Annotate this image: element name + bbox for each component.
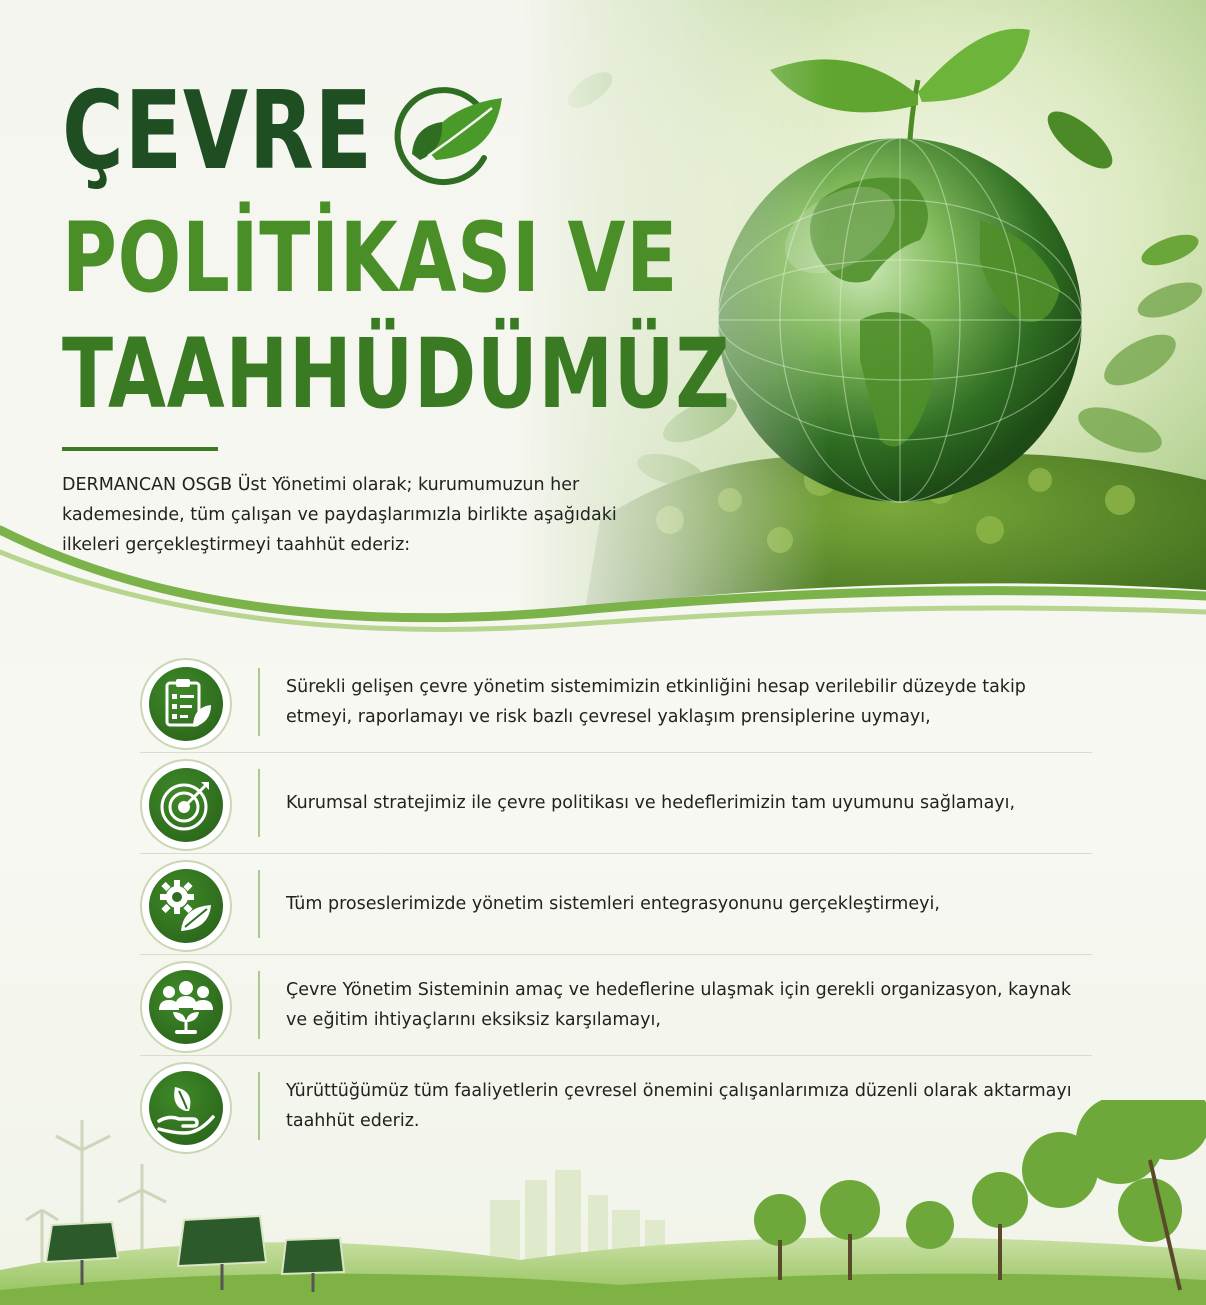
title-underline [62,447,218,451]
list-item [140,955,1092,1056]
people-plant-icon [149,970,223,1044]
list-item [140,753,1092,854]
item-divider-line [258,870,260,938]
item-divider-line [258,971,260,1039]
item-text: Çevre Yönetim Sisteminin amaç ve hedeflerine ulaşmak için gerekli organizasyon, kaynak ve eğitim ihtiyaçlarını eksiksiz karşılamayı, [286,980,1072,1030]
item-text: Tüm proseslerimizde yönetim sistemleri entegrasyonunu gerçekleştirmeyi, [286,894,940,914]
item-divider-line [258,668,260,736]
item-icon-badge [140,961,232,1053]
list-item [140,652,1092,753]
commitment-list [140,652,1092,1156]
item-icon-badge [140,759,232,851]
eco-leaf-logo-icon [384,78,508,188]
item-divider-line [258,769,260,837]
green-landscape-illustration [0,1100,1206,1305]
item-text: Sürekli gelişen çevre yönetim sistemimizin etkinliğini hesap verilebilir düzeyde takip etmeyi, raporlamayı ve risk bazlı çevresel yaklaşım prensiplerine uymayı, [286,677,1026,727]
target-arrow-icon [149,768,223,842]
title-line-1: ÇEVRE [62,69,373,194]
checklist-leaf-icon [149,667,223,741]
title-line-2: POLİTİKASI VE [62,202,679,314]
wave-divider [0,500,1206,670]
gear-leaf-icon [149,869,223,943]
item-icon-badge [140,860,232,952]
item-text: Yürüttüğümüz tüm faaliyetlerin çevresel önemini çalışanlarımıza düzenli olarak aktarmayı taahhüt ederiz. [286,1081,1072,1131]
intro-paragraph: DERMANCAN OSGB Üst Yönetimi olarak; kurumumuzun her kademesinde, tüm çalışan ve paydaşlarımızla birlikte aşağıdaki ilkeleri gerçekleştirmeyi taahhüt ederiz: [62,475,617,555]
list-item [140,854,1092,955]
item-text: Kurumsal stratejimiz ile çevre politikası ve hedeflerimizin tam uyumunu sağlamayı, [286,793,1016,813]
title-line-3: TAAHHÜDÜMÜZ [62,318,731,430]
item-icon-badge [140,658,232,750]
